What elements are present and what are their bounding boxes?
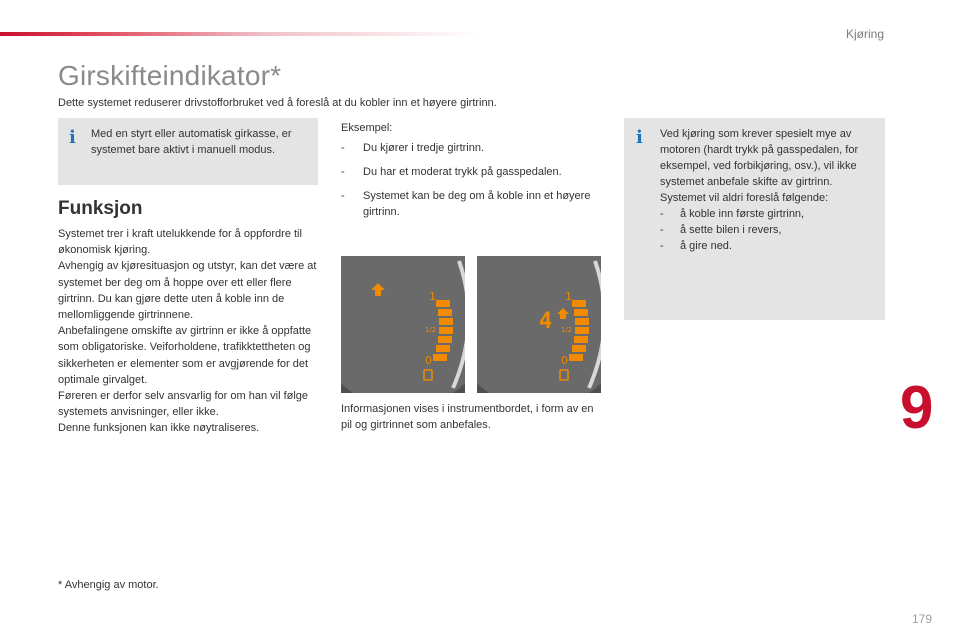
example-list — [341, 140, 601, 220]
info-box-text-2: Systemet vil aldri foreslå følgende: — [660, 192, 829, 204]
gauge-mark-half: 1/2 — [561, 326, 573, 334]
list-item: - å sette bilen i revers, — [660, 222, 882, 238]
gauge-mark-half: 1/2 — [425, 326, 437, 334]
list-item: - Du har et moderat trykk på gasspedalen. — [341, 164, 601, 180]
gauge-mark-1: 1 — [429, 290, 436, 303]
gauge-mark-0: 0 — [561, 354, 568, 367]
info-icon: i — [636, 127, 643, 148]
example-label: Eksempel: — [341, 122, 393, 134]
intro-text: Dette systemet reduserer drivstofforbruket ved å foreslå at du kobler inn et høyere girtrinn. — [58, 97, 497, 109]
cluster-caption: Informasjonen vises i instrumentbordet, i form av en pil og girtrinnet som anbefales. — [341, 403, 594, 431]
info-icon: i — [69, 127, 76, 148]
info-box-exceptions — [624, 118, 885, 320]
info-box-text: Ved kjøring som krever spesielt mye av motoren (hardt trykk på gasspedalen, for eksempel, ved forbikjøring, osv.), vil ikke systemet anbefale skifte av girtrinn. — [660, 128, 859, 188]
gauge-mark-1: 1 — [565, 290, 572, 303]
page-title: Girskifteindikator* — [58, 60, 282, 91]
instrument-cluster-image — [341, 256, 465, 393]
section-heading-funksjon: Funksjon — [58, 198, 143, 219]
list-item: - Systemet kan be deg om å koble inn et høyere girtrinn. — [341, 188, 601, 220]
gauge-mark-0: 0 — [425, 354, 432, 367]
list-item: - å gire ned. — [660, 238, 882, 254]
footnote: * Avhengig av motor. — [58, 579, 159, 591]
info-box-gearbox — [58, 118, 318, 185]
recommended-gear: 4 — [539, 309, 553, 334]
section-title: Kjøring — [845, 27, 884, 41]
example-block — [341, 120, 601, 228]
page-number: 179 — [912, 612, 933, 626]
exceptions-list — [660, 206, 882, 254]
info-box-content — [660, 126, 882, 254]
info-box-text: Med en styrt eller automatisk girkasse, er systemet bare aktivt i manuell modus. — [91, 128, 292, 156]
instrument-cluster-image-gear — [477, 256, 601, 393]
list-item: - å koble inn første girtrinn, — [660, 206, 882, 222]
header-accent-bar — [0, 32, 480, 36]
list-item: - Du kjører i tredje girtrinn. — [341, 140, 601, 156]
funksjon-body: Systemet trer i kraft utelukkende for å oppfordre til økonomisk kjøring. Avhengig av kjøresituasjon og utstyr, kan det være at systemet ber deg om å hoppe over ett eller flere girtrinn. Du kan gjøre dette uten å koble inn de mellomliggende girtrinnene. Anbefalingene omskifte av girtrinn er ikke å oppfatte som obligatoriske. Veiforholdene, trafikktettheten og sikkerheten er elementer som er avgjørende for det optimale girvalget. Føreren er derfor selv ansvarlig for om han vil følge systemets anvisninger, eller ikke. Denne funksjonen kan ikke nøytraliseres. — [58, 228, 317, 435]
chapter-number: 9 — [900, 374, 934, 441]
